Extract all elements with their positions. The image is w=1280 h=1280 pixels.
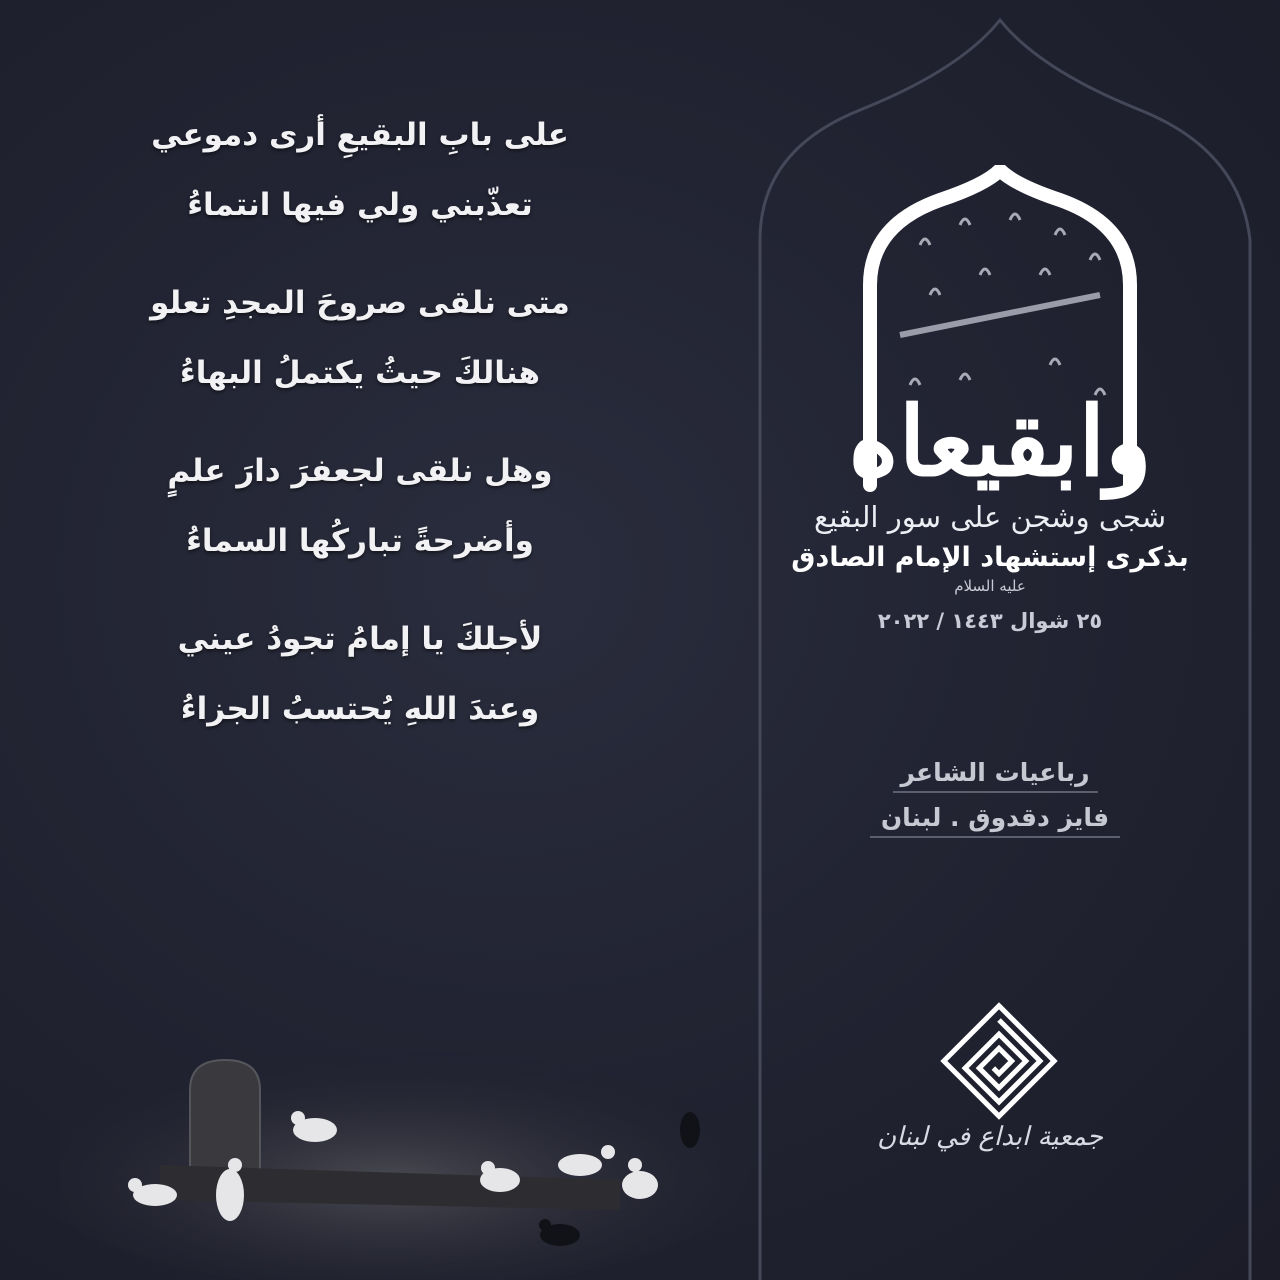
- verse-line: لأجلكَ يا إمامُ تجودُ عيني: [177, 621, 543, 657]
- verse-line: وهل نلقى لجعفرَ دارَ علمٍ: [167, 453, 553, 489]
- credit-line: فايز دقدوق . لبنان: [870, 803, 1120, 838]
- event-headline: بذكرى إستشهاد الإمام الصادق: [791, 542, 1189, 573]
- stanza: [120, 283, 600, 393]
- kufic-logo-icon: [938, 1000, 1060, 1122]
- honorific: عليه السلام: [954, 577, 1026, 595]
- verse-line: وعندَ اللهِ يُحتسبُ الجزاءُ: [180, 691, 540, 727]
- event-block: [760, 500, 1220, 633]
- event-subtitle: شجى وشجن على سور البقيع: [813, 500, 1167, 534]
- verse-line: وأضرحةً تباركُها السماءُ: [186, 523, 534, 559]
- stanza: [120, 451, 600, 561]
- verse-line: على بابِ البقيعِ أرى دموعي: [151, 117, 569, 153]
- event-date: ٢٥ شوال ١٤٤٣ / ٢٠٢٢: [877, 609, 1103, 633]
- credit-line: رباعيات الشاعر: [893, 758, 1098, 793]
- stanza: [120, 619, 600, 729]
- verse-line: هنالكَ حيثُ يكتملُ البهاءُ: [179, 355, 541, 391]
- verse-line: تعذّبني ولي فيها انتماءُ: [187, 187, 533, 223]
- dome-icon: [810, 165, 1190, 505]
- tomb-doves-illustration: [60, 1000, 760, 1280]
- verse-line: متى نلقى صروحَ المجدِ تعلو: [150, 285, 570, 321]
- calligraphy-title: وابقيعاه: [848, 385, 1152, 498]
- calligraphy-emblem: [810, 165, 1190, 505]
- stanza: [120, 115, 600, 225]
- poem: [120, 115, 600, 787]
- organization-name: جمعية ابداع في لبنان: [877, 1122, 1103, 1152]
- poet-credit: [870, 758, 1120, 848]
